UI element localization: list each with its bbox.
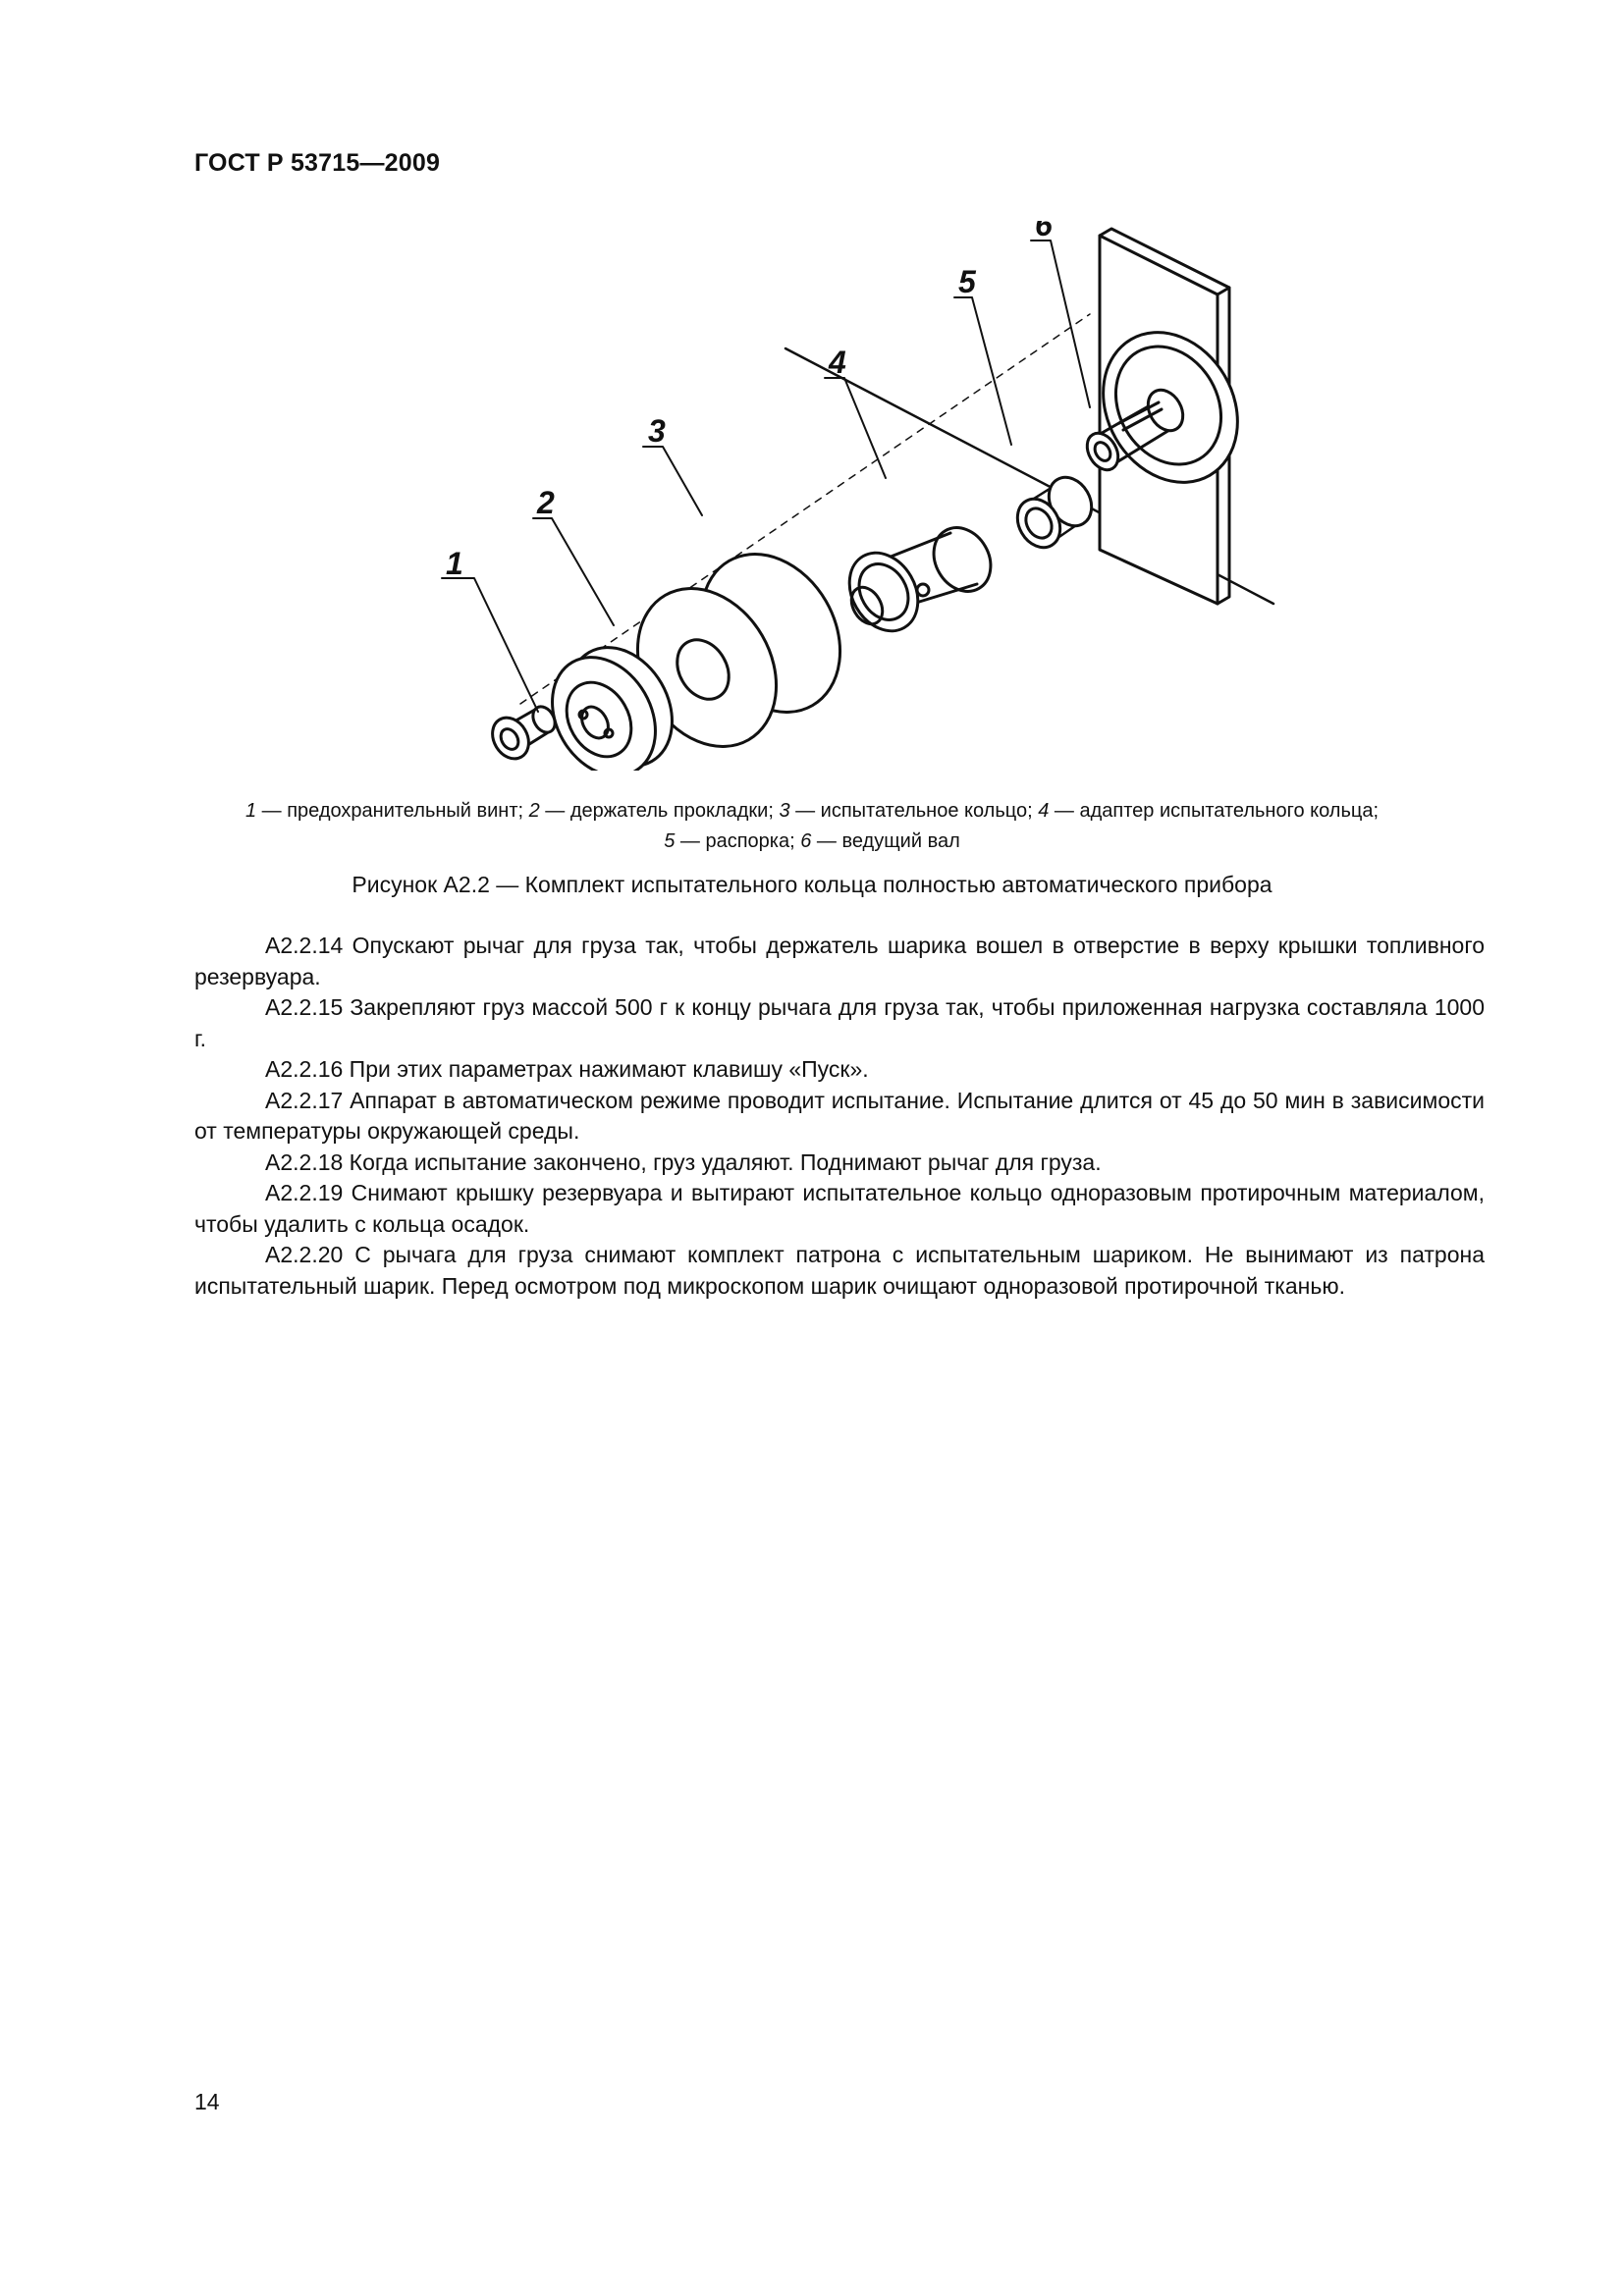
label-part-3: 3	[648, 413, 666, 449]
paragraph: А2.2.19 Снимают крышку резервуара и вытирают испытательное кольцо одноразовым протирочным материалом, чтобы удалить с кольца осадок.	[194, 1180, 1485, 1237]
label-part-2: 2	[537, 485, 555, 520]
legend-text: — держатель прокладки;	[539, 800, 780, 822]
label-part-5: 5	[958, 264, 976, 299]
figure-legend-line-1	[147, 796, 1477, 827]
figure-a2-2	[412, 221, 1296, 771]
label-part-1: 1	[446, 546, 463, 581]
paragraph: А2.2.17 Аппарат в автоматическом режиме проводит испытание. Испытание длится от 45 до 50 мин в зависимости от температуры окружающей среды.	[194, 1087, 1485, 1144]
document-header: ГОСТ Р 53715—2009	[194, 149, 441, 177]
figure-caption: Рисунок А2.2 — Комплект испытательного кольца полностью автоматического прибора	[352, 872, 1272, 897]
legend-text: — адаптер испытательного кольца;	[1049, 800, 1380, 822]
paragraph: А2.2.20 С рычага для груза снимают комплект патрона с испытательным шариком. Не вынимают из патрона испытательный шарик. Перед осмотром под микроскопом шарик очищают одноразовой протирочной тканью.	[194, 1242, 1485, 1299]
page-number: 14	[194, 2089, 220, 2114]
paragraph: А2.2.16 При этих параметрах нажимают клавишу «Пуск».	[265, 1056, 869, 1082]
legend-num: 3	[779, 800, 790, 822]
legend-num: 1	[244, 800, 257, 822]
legend-text: — ведущий вал	[811, 830, 960, 852]
body-text	[194, 931, 1485, 1302]
legend-num: 5	[664, 830, 676, 852]
paragraph: А2.2.18 Когда испытание закончено, груз удаляют. Поднимают рычаг для груза.	[265, 1148, 1102, 1175]
legend-num: 2	[528, 800, 540, 822]
label-part-4: 4	[829, 345, 846, 380]
legend-text: — предохранительный винт;	[256, 800, 529, 822]
paragraph: А2.2.14 Опускают рычаг для груза так, чтобы держатель шарика вошел в отверстие в верху крышки топливного резервуара.	[194, 933, 1485, 989]
exploded-assembly-drawing	[412, 221, 1296, 771]
paragraph: А2.2.15 Закрепляют груз массой 500 г к концу рычага для груза так, чтобы приложенная нагрузка составляла 1000 г.	[194, 994, 1485, 1051]
label-part-6: 6	[1035, 221, 1053, 242]
figure-legend-line-2	[147, 827, 1477, 857]
part-5-spacer	[1009, 469, 1101, 555]
legend-text: — испытательное кольцо;	[789, 800, 1039, 822]
part-4-ring-adapter	[836, 517, 1001, 643]
legend-num: 4	[1038, 800, 1050, 822]
legend-text: — распорка;	[675, 830, 801, 852]
part-1-safety-screw	[485, 703, 559, 766]
legend-num: 6	[800, 830, 812, 852]
